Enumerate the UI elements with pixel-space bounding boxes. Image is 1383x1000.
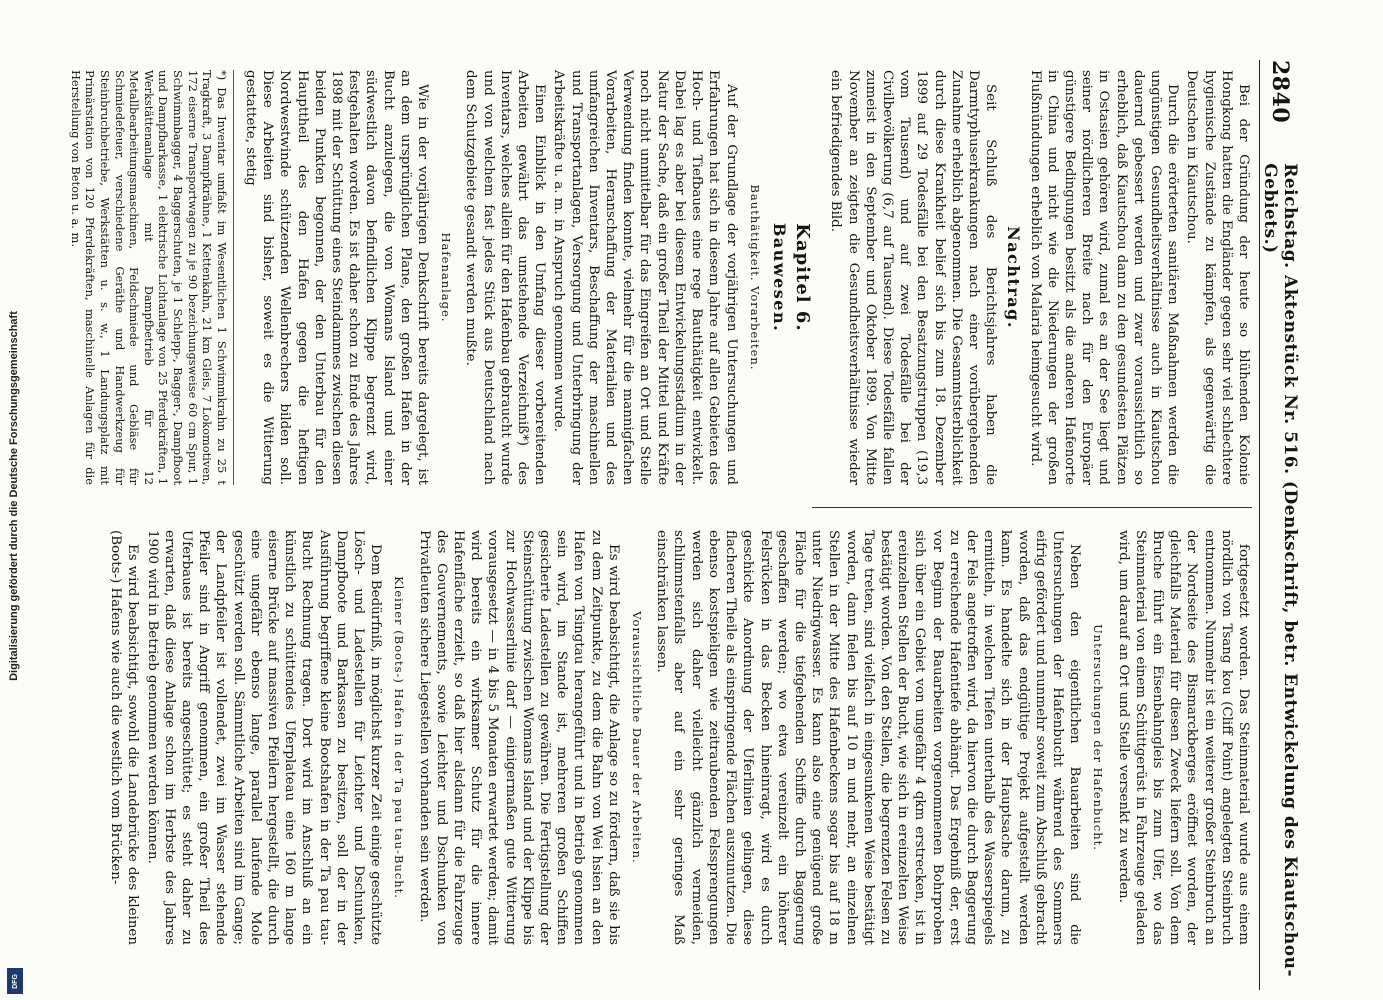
nachtrag-paragraph: Seit Schluß des Berichtsjahres haben die Darmtyphuserkrankungen nach einer vorübergehenden Zunahme erheblich abgenommen. Die Gesammtsterblichkeit durch diese Krankheit belief sich bis zum 18. Dezember 1899 auf 29 Todesfälle bei den Besatzungstruppen (19,3 vom Tausend) und auf zwei Todesfälle bei der Civilbevölkerung (6,7 auf Tausend). Diese Todesfälle fallen zumeist in den September und Oktober 1899. Von Mitte November an zeigten die Gesundheitsverhältnisse wieder ein befriedigendes Bild. <box>828 70 999 485</box>
page-title: Reichstag. Aktenstück Nr. 516. (Denkschrift, betr. Entwickelung des Kiautschou-Gebiets.) <box>1260 163 1300 978</box>
rotated-document-page <box>68 60 1300 990</box>
left-column <box>68 70 1252 485</box>
subheading-bootshafen: Kleiner (Boots-) Hafen in der Ta pau tau-Bucht. <box>392 576 407 899</box>
untersuchung-paragraph: Neben den eigentlichen Bauarbeiten sind die Untersuchungen der Hafenbucht während des Sommers eifrig gefördert und nunmehr soweit zum Abschluß gebracht worden, daß das endgültige Projekt aufgestellt werden kann. Es handelte sich in der Hauptsache darum, zu ermitteln, in welchen Tiefen unterhalb des Wasserspiegels der Fels angetroffen wird, da hiervon die durch Baggerung zu erreichende Hafentiefe abhängt. Das Ergebniß der, erst vor Beginn der Bauarbeiten vorgenommenen Bohrproben sich über ein Gebiet von ungefähr 4 qkm erstrecken, ist in ereinzelnen Stellen der Bucht, wie sich in ereinzelten Weise bestätigt worden. Von den Stellen, die begrenzten Felsen zu Tage treten, sind vielfach in eingesunkenen Weise bestätigt worden, dann fielen bis auf 10 m und mehr, an einzelnen Stellen in der Mitte des Hafenbeckens sogar bis auf 18 m unter Niedrigwasser. Es kann also eine genügend große Fläche für die tiefgehenden Schiffe durch Baggerung geschaffen werden; wo etwa vereinzelt ein höherer Felsrücken in das Becken hineinragt, wird es durch geschickte Anordnung der Uferlinien gelingen, diese flacheren Theile als einspringende Flächen auszunutzen. Die ebenso kostspieligen wie zeitraubenden Felssprengungen werden sich daher vielleicht gänzlich vermeiden, schlimmstenfalls aber auf ein sehr geringes Maß einschränken lassen. <box>654 530 1083 945</box>
continuation-paragraph: fortgesetzt worden. Das Steinmaterial wurde aus einem nördlich von Tsang kou (Cliff Point) angelegten Steinbruch entnommen. Nunmehr ist ein weiterer großer Steinbruch an der Nordseite des Bismarckberges eröffnet worden, der gleichfalls Material für diesen Zweck liefern soll. Von dem Bruche führt ein Eisenbahngleis bis zum Ufer, wo das Steinmaterial von einem Schüttgerüst in Fahrzeuge geladen wird, um darauf an Ort und Stelle versenkt zu werden. <box>1115 530 1251 945</box>
page-number: 2840 <box>1267 60 1293 124</box>
page-header <box>1259 60 1300 990</box>
chapter-heading: Kapitel 6. <box>792 223 814 332</box>
hafen-paragraph: Wie in der vorjährigen Denkschrift bereits dargelegt, ist an dem ursprünglichen Plane, den großen Hafen in der Bucht anzulegen, die von Womans Island und einer südwestlich davon befindlichen Klippe begrenzt wird, festgehalten worden. Es ist daher schon zu Ende des Jahres 1898 mit der Schüttung eines Steindammes zwischen diesen beiden Punkten begonnen, der den Unterbau für den Haupttheil des den Hafen gegen die heftigen Nordwestwinde schützenden Wellenbrechers bilden soll. Diese Arbeiten sind bisher, soweit es die Witterung gestattete, stetig <box>243 70 431 485</box>
right-column <box>105 530 1252 945</box>
digitization-credit: Digitalisierung gefördert durch die Deutsche Forschungsgemeinschaft <box>8 311 20 681</box>
bauwesen-paragraph-2: Einen Einblick in den Umfang dieser vorbereitenden Arbeiten gewährt das umstehende Verzeichniß*) des Inventars, welches allein für den Hafenbau gebraucht wurde und von welchem fast jedes Stück aus Deutschland nach dem Schutzgebiete gesandt werden mußte. <box>463 70 548 485</box>
nachtrag-heading: Nachtrag. <box>1004 226 1024 329</box>
subheading-bauthaetigkeit: Bauthätigkeit. Vorarbeiten. <box>747 184 762 371</box>
dauer-paragraph: Es wird beabsichtigt, die Anlage so zu fördern, daß sie bis zu dem Zeitpunkte, zu dem die Bahn von Wei hsien an den Hafen von Tsingtau herangeführt und in Betrieb genommen sein wird, im Stande ist, mehreren großen Schiffen gesicherte Ladestellen zu gewähren. Die Fertigstellung der Steinschüttung zwischen Womans Island und der Klippe bis zur Hochwasserlinie darf — einigermaßen gute Witterung vorausgesetzt — in 4 bis 5 Monaten erwartet werden; damit wird bereits ein wirksamer Schutz für die innere Hafenfläche erzielt, so daß hier alsdann für die Fahrzeuge des Gouvernements, sowie Leichter und Dschunken von Privatleuten sichere Liegestellen vorhanden sein werden. <box>416 530 621 945</box>
subheading-untersuchungen: Untersuchungen der Hafenbucht. <box>1091 624 1106 851</box>
bauwesen-paragraph-1: Auf der Grundlage der vorjährigen Untersuchungen und Erfahrungen hat sich in diesem Jahre auf allen Gebieten des Hoch- und Tiefbaues eine rege Bauthätigkeit entwickelt. Dabei lag es aber bei diesem Entwickelungsstadium in der Natur der Sache, daß ein großer Theil der Mittel und Kräfte noch nicht unmittelbar für das Eingreifen an Ort und Stelle Verwendung finden konnte, vielmehr für die mannigfachen Vorarbeiten, Heranschaffung der Materialien und des umfangreichen Inventars, Beschaffung der maschinellen und Transportanlagen, Versorgung und Unterbringung der Arbeitskräfte u. a. m. in Anspruch genommen wurde. <box>551 70 739 485</box>
footnote: *) Das Inventar umfaßt im Wesentlichen 1 Schwimmkrahn zu 25 t Tragkraft, 3 Dampfkrähne, 1 Kettenkahn, 21 km Gleis, 7 Lokomotiven, 172 eiserne Transportwagen zu je 90 bezeichungsweise 60 cm Spur, 1 Schwimmbagger, 4 Baggerschuten, je 1 Schlepp-, Bagger-, Dampfboot und Dampfbarkasse, 1 elektrische Lichtanlage von 25 Pferdekräften, 1 Werkstättenanlage mit Dampfbetrieb für 12 Metallbearbeitungsmaschinen, Feldschmiede und Gebläse für Schmiedefeuer, verschiedene Geräthe und Handwerkzeug für Steinbruchbetriebe, Werkstätten u. s. w., 1 Landungsplatz mit Primärstation von 120 Pferdekräften, maschinelle Anlagen für die Herstellung von Beton u. a. m. <box>68 70 234 485</box>
chapter-title: Bauwesen. <box>769 222 789 333</box>
boots-paragraph-1: Dem Bedürfniß, in möglichst kurzer Zeit einige geschützte Lösch- und Ladestellen für Leichter und Dschunken, Dampfboote und Barkassen zu besitzen, soll der in der Ausführung begriffene kleine Bootshafen in der Ta pau tau-Bucht Rechnung tragen. Dort wird im Anschluß an ein künstlich zu schüttendes Uferplateau eine 160 m lange eiserne Brücke auf massiven Pfeilern hergestellt, die durch eine ungefähr ebenso lange, parallel laufende Mole geschützt werden soll. Sämmtliche Arbeiten sind im Gange; der Landpfeiler ist vollendet, zwei im Wasser stehende Pfeiler sind in Angriff genommen, ein großer Theil des Uferbaues ist bereits angeschüttet; es steht daher zu erwarten, daß diese Anlage schon im Herbste des Jahres 1900 wird in Betrieb genommen werden können. <box>144 530 384 945</box>
intro-paragraph-2: Durch die erörterten sanitären Maßnahmen werden die ungünstigen Gesundheitsverhältnisse auch in Kiautschou dauernd gebessert werden und zwar voraussichtlich so erheblich, daß Kiautschou dann zu den gesundesten Plätzen in Ostasien gehören wird, zumal es an der See liegt und seiner nördlicheren Breite nach für den Europäer günstigere Bedingungen besitzt als die anderen Hafenorte in China und nicht wie die Niederungen der großen Flußmündungen erheblich von Malaria heimgesucht wird. <box>1027 70 1181 485</box>
dfg-logo-text: DFG <box>11 973 19 989</box>
subheading-dauer: Voraussichtliche Dauer der Arbeiten. <box>630 611 645 864</box>
digitization-sidebar <box>4 0 24 1000</box>
subheading-hafenanlage: Hafenanlage. <box>439 232 454 323</box>
dfg-logo <box>7 968 23 994</box>
boots-paragraph-2: Es wird beabsichtigt, sowohl die Landebrücke des kleinen (Boots-) Hafens wie auch die westlich vom Brücken- <box>108 530 141 945</box>
intro-paragraph-1: Bei der Gründung der heute so blühenden Kolonie Hongkong hatten die Engländer gegen sehr viel schlechtere hygienische Zustände zu kämpfen, als gegenwärtig die Deutschen in Kiautschou. <box>1184 70 1251 485</box>
column-divider <box>812 507 1252 508</box>
